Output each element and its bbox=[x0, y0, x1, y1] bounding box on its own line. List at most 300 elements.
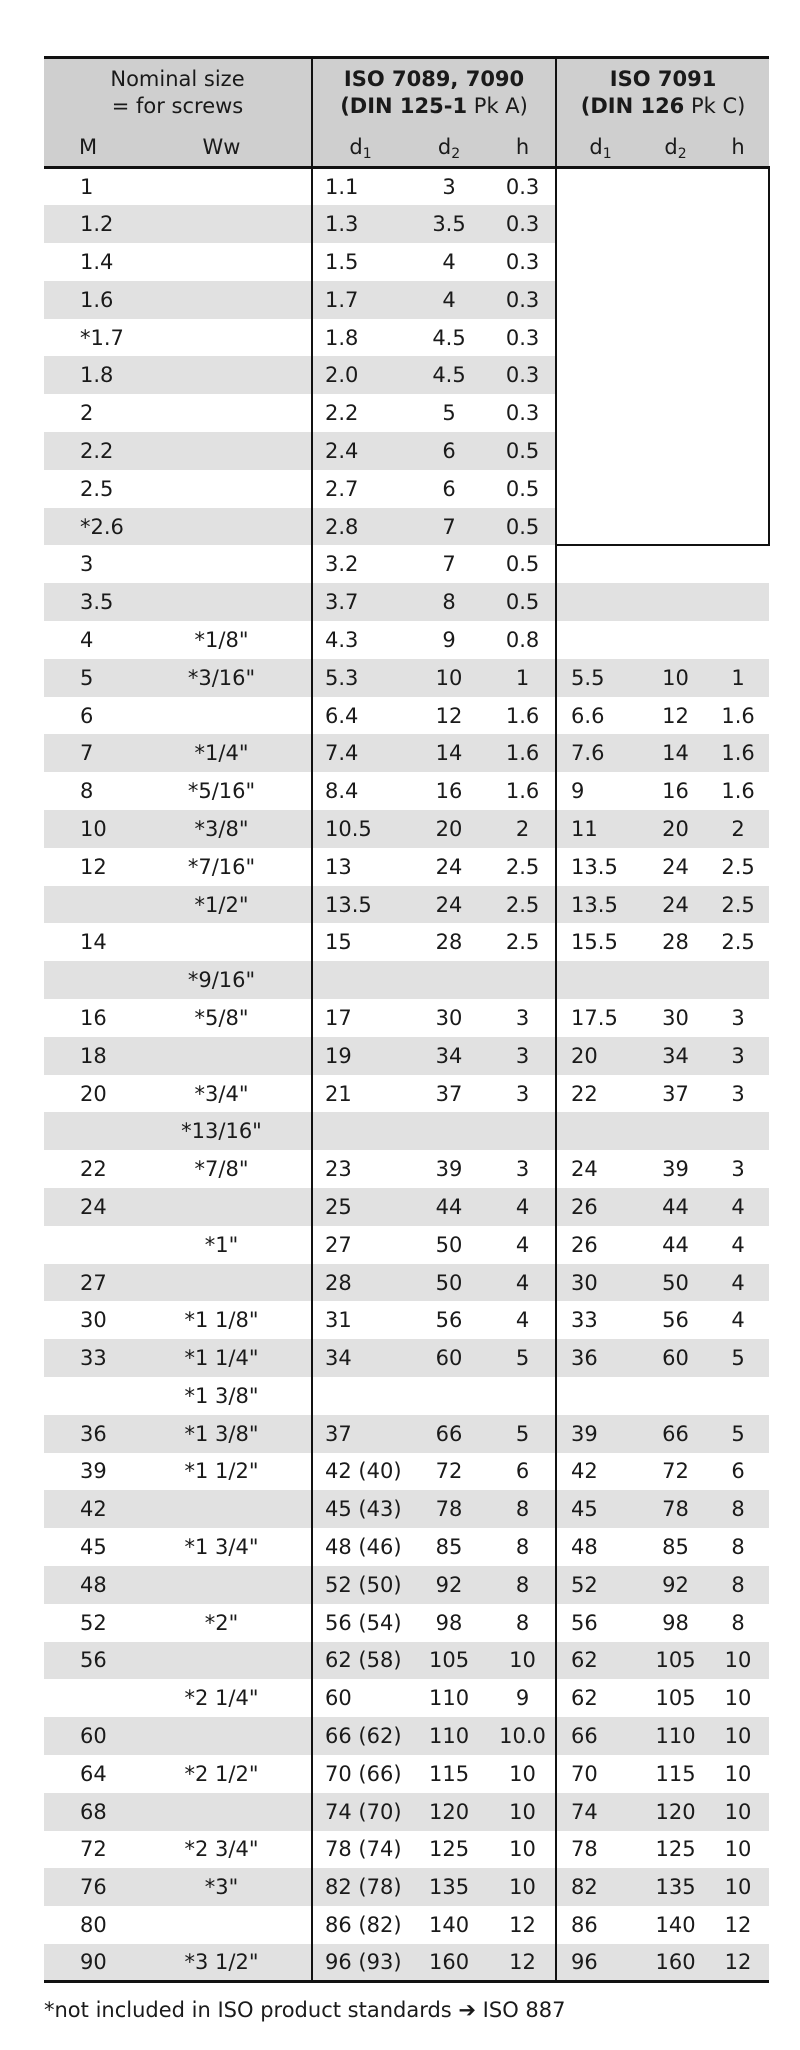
cell-a-d2: 37 bbox=[435, 1081, 463, 1106]
cell-c-d2 bbox=[644, 961, 707, 999]
cell-a-d1: 78 (74) bbox=[312, 1831, 408, 1869]
cell-c-d1 bbox=[556, 205, 644, 243]
cell-a-d2: 39 bbox=[435, 1157, 463, 1182]
cell-c-d1: 33 bbox=[556, 1301, 644, 1339]
cell-c-d2: 78 bbox=[644, 1490, 707, 1528]
cell-c-h: 1 bbox=[707, 659, 769, 697]
cell-m: *1.7 bbox=[80, 325, 124, 350]
cell-c-d2 bbox=[644, 1377, 707, 1415]
cell-a-d2: 16 bbox=[435, 779, 463, 804]
sub-label: 2 bbox=[451, 145, 461, 162]
cell-c-h bbox=[707, 508, 769, 546]
cell-m: 80 bbox=[80, 1913, 107, 1938]
cell-ww: *3/16" bbox=[132, 659, 312, 697]
cell-a-d1: 62 (58) bbox=[312, 1642, 408, 1680]
table-row bbox=[44, 697, 769, 735]
cell-a-h: 4 bbox=[490, 1188, 556, 1226]
cell-a-d2: 10 bbox=[408, 659, 490, 697]
cell-c-d1: 62 bbox=[556, 1642, 644, 1680]
cell-ww bbox=[132, 1906, 312, 1944]
cell-ww bbox=[132, 394, 312, 432]
cell-c-d2: 60 bbox=[644, 1339, 707, 1377]
cell-a-d1: 28 bbox=[312, 1264, 408, 1302]
col-a-h-header: h bbox=[490, 128, 556, 168]
cell-ww: *1 1/8" bbox=[184, 1308, 259, 1333]
cell-c-d1: 30 bbox=[556, 1264, 644, 1302]
cell-a-d2: 24 bbox=[435, 854, 463, 879]
cell-a-d1: 2.7 bbox=[312, 470, 408, 508]
cell-a-d2: 4 bbox=[442, 249, 456, 274]
cell-c-h: 12 bbox=[724, 1913, 752, 1938]
cell-c-h bbox=[707, 243, 769, 281]
cell-ww: *7/16" bbox=[187, 854, 256, 879]
table-row bbox=[44, 1415, 769, 1453]
cell-c-h bbox=[707, 583, 769, 621]
cell-a-d2: 4 bbox=[408, 281, 490, 319]
table-row bbox=[44, 923, 769, 961]
cell-a-d2: 72 bbox=[435, 1459, 463, 1484]
cell-c-d1: 9 bbox=[556, 772, 644, 810]
cell-ww bbox=[132, 923, 312, 961]
cell-a-d2: 56 bbox=[435, 1308, 463, 1333]
cell-c-d1: 86 bbox=[556, 1906, 644, 1944]
table-row bbox=[44, 1528, 769, 1566]
cell-c-d1 bbox=[556, 394, 644, 432]
cell-m: 24 bbox=[44, 1188, 132, 1226]
cell-c-d2: 10 bbox=[644, 659, 707, 697]
cell-c-d1: 6.6 bbox=[556, 697, 644, 735]
cell-a-d1: 45 (43) bbox=[312, 1490, 408, 1528]
cell-m: 1.8 bbox=[44, 356, 132, 394]
cell-m: 68 bbox=[44, 1793, 132, 1831]
cell-a-h: 0.5 bbox=[490, 583, 556, 621]
cell-c-d1: 26 bbox=[556, 1188, 644, 1226]
cell-c-d2 bbox=[644, 508, 707, 546]
cell-a-h bbox=[490, 961, 556, 999]
cell-a-d1: 1.3 bbox=[312, 205, 408, 243]
cell-c-h bbox=[707, 470, 769, 508]
iso7091-din: (DIN 126 bbox=[580, 94, 685, 119]
cell-ww: *1" bbox=[204, 1232, 239, 1257]
table-row bbox=[44, 1453, 769, 1491]
cell-m: 36 bbox=[44, 1415, 132, 1453]
cell-ww bbox=[132, 1037, 312, 1075]
cell-c-h: 5 bbox=[707, 1415, 769, 1453]
cell-c-d1: 52 bbox=[556, 1566, 644, 1604]
cell-a-d1: 2.0 bbox=[312, 356, 408, 394]
cell-c-h: 12 bbox=[707, 1944, 769, 1982]
cell-c-h: 4 bbox=[731, 1232, 745, 1257]
cell-a-d1: 27 bbox=[312, 1226, 408, 1264]
nominal-size-header bbox=[44, 58, 312, 128]
col-c-h-header: h bbox=[707, 128, 769, 168]
cell-c-d1 bbox=[556, 1112, 644, 1150]
col-a-d1-header bbox=[312, 128, 408, 168]
cell-c-d2 bbox=[644, 243, 707, 281]
cell-a-h: 0.5 bbox=[490, 432, 556, 470]
cell-a-d2: 24 bbox=[408, 886, 490, 924]
col-c-d2-header bbox=[644, 128, 707, 168]
cell-c-h bbox=[707, 319, 769, 357]
cell-a-h: 1.6 bbox=[490, 734, 556, 772]
cell-a-d2: 135 bbox=[408, 1868, 490, 1906]
iso7091-header bbox=[556, 58, 769, 128]
cell-a-d2 bbox=[408, 961, 490, 999]
cell-a-h: 3 bbox=[515, 1081, 530, 1106]
cell-a-h: 0.5 bbox=[490, 508, 556, 546]
cell-a-h: 0.5 bbox=[505, 552, 540, 577]
cell-c-h: 2.5 bbox=[721, 930, 755, 955]
footnote: *not included in ISO product standards ➔ ISO 887 bbox=[44, 1998, 566, 2022]
cell-a-d2: 125 bbox=[428, 1837, 470, 1862]
cell-c-h: 1.6 bbox=[721, 779, 755, 804]
cell-ww: *1/8" bbox=[194, 627, 249, 652]
table-row bbox=[44, 243, 769, 281]
cell-c-d1 bbox=[556, 470, 644, 508]
cell-a-h: 0.3 bbox=[490, 356, 556, 394]
cell-ww: *13/16" bbox=[132, 1112, 312, 1150]
cell-c-d2: 24 bbox=[662, 854, 689, 879]
cell-ww: *1/2" bbox=[132, 886, 312, 924]
cell-a-d1: 2.4 bbox=[312, 432, 408, 470]
cell-a-d2: 78 bbox=[408, 1490, 490, 1528]
cell-a-h: 0.5 bbox=[505, 476, 540, 501]
table-row bbox=[44, 772, 769, 810]
cell-c-d1 bbox=[556, 961, 644, 999]
cell-c-h: 4 bbox=[731, 1308, 745, 1333]
table-row bbox=[44, 621, 769, 659]
cell-c-h: 1.6 bbox=[707, 734, 769, 772]
cell-a-d1: 3.7 bbox=[312, 583, 408, 621]
cell-a-h: 1 bbox=[490, 659, 556, 697]
cell-c-d2 bbox=[644, 356, 707, 394]
cell-c-d1: 5.5 bbox=[556, 659, 644, 697]
cell-m: 4 bbox=[80, 627, 94, 652]
cell-m: 18 bbox=[44, 1037, 132, 1075]
cell-m bbox=[44, 886, 132, 924]
cell-a-h: 2 bbox=[490, 810, 556, 848]
cell-c-d1 bbox=[556, 621, 644, 659]
cell-ww bbox=[132, 1717, 312, 1755]
cell-c-d1: 24 bbox=[556, 1150, 644, 1188]
cell-m: 2.5 bbox=[80, 476, 114, 501]
cell-a-h: 12 bbox=[490, 1944, 556, 1982]
sub-label: 1 bbox=[602, 145, 612, 162]
cell-c-d2 bbox=[644, 432, 707, 470]
cell-a-h: 5 bbox=[490, 1339, 556, 1377]
cell-m: 39 bbox=[80, 1459, 107, 1484]
cell-a-d1: 25 bbox=[312, 1188, 408, 1226]
cell-a-d1: 48 (46) bbox=[312, 1528, 408, 1566]
cell-c-d2: 110 bbox=[644, 1717, 707, 1755]
col-ww-header: Ww bbox=[132, 128, 312, 168]
cell-c-d1: 13.5 bbox=[556, 886, 644, 924]
cell-a-d1: 1.1 bbox=[312, 168, 408, 206]
cell-m bbox=[44, 1679, 132, 1717]
cell-c-d1 bbox=[556, 356, 644, 394]
cell-c-d2: 120 bbox=[644, 1793, 707, 1831]
cell-a-d2 bbox=[408, 1112, 490, 1150]
cell-c-h: 10 bbox=[724, 1837, 752, 1862]
iso7089-header bbox=[312, 58, 556, 128]
cell-c-h: 6 bbox=[731, 1459, 745, 1484]
cell-a-d2: 28 bbox=[435, 930, 463, 955]
cell-m: 5 bbox=[44, 659, 132, 697]
cell-c-d1 bbox=[556, 168, 644, 206]
table-row bbox=[44, 432, 769, 470]
cell-a-h: 8 bbox=[490, 1490, 556, 1528]
cell-a-h: 6 bbox=[515, 1459, 530, 1484]
table-row bbox=[44, 168, 769, 206]
cell-ww bbox=[132, 583, 312, 621]
col-a-d2-header bbox=[408, 128, 490, 168]
cell-a-d1: 2.8 bbox=[312, 508, 408, 546]
table-row bbox=[44, 394, 769, 432]
cell-c-d1: 48 bbox=[556, 1528, 644, 1566]
cell-ww: *3/4" bbox=[194, 1081, 249, 1106]
cell-c-d2: 30 bbox=[662, 1005, 689, 1030]
cell-a-d2: 115 bbox=[428, 1761, 470, 1786]
iso7091-title: ISO 7091 bbox=[609, 67, 717, 92]
cell-a-d1: 19 bbox=[312, 1037, 408, 1075]
table-row bbox=[44, 848, 769, 886]
table-row bbox=[44, 1755, 769, 1793]
cell-a-h: 3 bbox=[515, 1005, 530, 1030]
cell-a-h: 0.3 bbox=[505, 175, 540, 200]
cell-c-d1 bbox=[556, 319, 644, 357]
cell-ww bbox=[132, 168, 312, 206]
cell-c-d1: 17.5 bbox=[556, 999, 644, 1037]
table-row bbox=[44, 1906, 769, 1944]
table-row bbox=[44, 545, 769, 583]
cell-a-d1: 52 (50) bbox=[312, 1566, 408, 1604]
cell-a-h: 12 bbox=[509, 1913, 536, 1938]
cell-c-d2 bbox=[644, 583, 707, 621]
cell-a-h: 10.0 bbox=[490, 1717, 556, 1755]
table-row bbox=[44, 356, 769, 394]
cell-a-h: 8 bbox=[515, 1610, 530, 1635]
cell-m bbox=[44, 961, 132, 999]
cell-a-d1: 56 (54) bbox=[312, 1604, 408, 1642]
cell-a-d1: 8.4 bbox=[312, 772, 408, 810]
cell-a-d1: 17 bbox=[312, 999, 408, 1037]
cell-a-h: 9 bbox=[515, 1686, 530, 1711]
cell-a-h: 2.5 bbox=[505, 854, 540, 879]
cell-a-d2: 110 bbox=[408, 1717, 490, 1755]
sub-label: 1 bbox=[362, 145, 372, 162]
cell-a-d2: 160 bbox=[408, 1944, 490, 1982]
cell-m: *2.6 bbox=[44, 508, 132, 546]
cell-ww bbox=[132, 1264, 312, 1302]
cell-ww: *2 3/4" bbox=[184, 1837, 259, 1862]
table-row bbox=[44, 1679, 769, 1717]
cell-c-d1: 45 bbox=[556, 1490, 644, 1528]
cell-m: 90 bbox=[44, 1944, 132, 1982]
cell-c-h bbox=[707, 545, 769, 583]
cell-c-h bbox=[707, 205, 769, 243]
cell-ww: *3/8" bbox=[132, 810, 312, 848]
cell-m: 30 bbox=[80, 1308, 107, 1333]
cell-a-h bbox=[490, 1112, 556, 1150]
cell-a-h: 0.3 bbox=[490, 281, 556, 319]
col-m-header: M bbox=[44, 128, 132, 168]
table-row bbox=[44, 1339, 769, 1377]
cell-ww bbox=[132, 356, 312, 394]
col-c-d1-header bbox=[556, 128, 644, 168]
cell-m: 45 bbox=[80, 1535, 107, 1560]
cell-c-h: 8 bbox=[731, 1535, 745, 1560]
cell-c-d2: 125 bbox=[655, 1837, 696, 1862]
table-row bbox=[44, 1075, 769, 1113]
table-row bbox=[44, 1037, 769, 1075]
d-label: d bbox=[437, 134, 452, 159]
cell-a-d2: 9 bbox=[442, 627, 456, 652]
cell-a-d2: 60 bbox=[408, 1339, 490, 1377]
table-row bbox=[44, 1490, 769, 1528]
cell-m: 60 bbox=[44, 1717, 132, 1755]
cell-c-h: 2.5 bbox=[707, 886, 769, 924]
cell-c-d2 bbox=[644, 470, 707, 508]
cell-c-h: 4 bbox=[707, 1264, 769, 1302]
cell-a-d2: 4.5 bbox=[408, 356, 490, 394]
cell-c-h bbox=[707, 356, 769, 394]
cell-c-d2: 44 bbox=[644, 1188, 707, 1226]
cell-a-d1: 10.5 bbox=[312, 810, 408, 848]
cell-m: 56 bbox=[44, 1642, 132, 1680]
cell-c-d2: 105 bbox=[644, 1642, 707, 1680]
cell-a-h: 0.3 bbox=[490, 205, 556, 243]
cell-m: 3.5 bbox=[44, 583, 132, 621]
cell-a-d1 bbox=[312, 961, 408, 999]
cell-ww bbox=[132, 319, 312, 357]
cell-ww bbox=[132, 508, 312, 546]
cell-c-d2: 140 bbox=[655, 1913, 696, 1938]
cell-a-h: 8 bbox=[490, 1566, 556, 1604]
cell-c-d1: 20 bbox=[556, 1037, 644, 1075]
cell-ww bbox=[132, 697, 312, 735]
table-row bbox=[44, 205, 769, 243]
cell-m bbox=[44, 1226, 132, 1264]
cell-m bbox=[44, 1112, 132, 1150]
cell-c-h bbox=[707, 394, 769, 432]
cell-ww bbox=[132, 432, 312, 470]
washer-dimension-table bbox=[44, 56, 769, 1983]
cell-a-d1: 74 (70) bbox=[312, 1793, 408, 1831]
cell-ww: *7/8" bbox=[194, 1157, 249, 1182]
cell-c-h: 1.6 bbox=[721, 703, 755, 728]
cell-a-d1: 1.7 bbox=[312, 281, 408, 319]
cell-a-d2: 12 bbox=[435, 703, 463, 728]
cell-a-h: 0.8 bbox=[505, 627, 540, 652]
cell-ww bbox=[132, 281, 312, 319]
cell-c-h: 10 bbox=[724, 1686, 752, 1711]
cell-c-h: 10 bbox=[707, 1793, 769, 1831]
cell-c-d2 bbox=[644, 1112, 707, 1150]
table-row bbox=[44, 1566, 769, 1604]
table-row bbox=[44, 508, 769, 546]
table-row bbox=[44, 1642, 769, 1680]
cell-ww bbox=[132, 1642, 312, 1680]
d-label: d bbox=[589, 134, 603, 159]
dimension-table bbox=[44, 56, 770, 1983]
table-row bbox=[44, 319, 769, 357]
table-row bbox=[44, 1301, 769, 1339]
cell-a-d2: 140 bbox=[428, 1913, 470, 1938]
cell-c-h: 10 bbox=[707, 1868, 769, 1906]
cell-a-d1: 66 (62) bbox=[312, 1717, 408, 1755]
cell-a-d2: 50 bbox=[435, 1232, 463, 1257]
cell-a-d2: 4.5 bbox=[432, 325, 466, 350]
cell-c-d2: 92 bbox=[644, 1566, 707, 1604]
cell-a-d1: 23 bbox=[312, 1150, 408, 1188]
table-row bbox=[44, 583, 769, 621]
cell-c-h: 2.5 bbox=[721, 854, 755, 879]
cell-m: 52 bbox=[80, 1610, 107, 1635]
cell-c-h: 10 bbox=[707, 1642, 769, 1680]
cell-m: 22 bbox=[80, 1157, 107, 1182]
cell-c-h: 10 bbox=[724, 1761, 752, 1786]
cell-m: 1.4 bbox=[80, 249, 114, 274]
cell-ww bbox=[132, 243, 312, 281]
cell-m: 20 bbox=[80, 1081, 107, 1106]
cell-a-h: 10 bbox=[490, 1793, 556, 1831]
table-row bbox=[44, 1793, 769, 1831]
cell-a-d1: 2.2 bbox=[312, 394, 408, 432]
cell-c-d2: 39 bbox=[662, 1157, 689, 1182]
cell-m: 16 bbox=[80, 1005, 107, 1030]
cell-a-d1: 96 (93) bbox=[312, 1944, 408, 1982]
cell-a-h: 3 bbox=[515, 1157, 530, 1182]
table-row bbox=[44, 281, 769, 319]
cell-c-d2: 135 bbox=[644, 1868, 707, 1906]
cell-ww: *1 3/8" bbox=[184, 1383, 259, 1408]
cell-c-d2: 44 bbox=[662, 1232, 689, 1257]
cell-a-d2: 85 bbox=[435, 1535, 463, 1560]
table-row bbox=[44, 1944, 769, 1982]
cell-m: 10 bbox=[44, 810, 132, 848]
cell-c-d2: 14 bbox=[644, 734, 707, 772]
cell-c-d2: 160 bbox=[644, 1944, 707, 1982]
cell-m: 2 bbox=[80, 401, 94, 426]
cell-a-h: 10 bbox=[490, 1642, 556, 1680]
cell-c-d2: 105 bbox=[655, 1686, 696, 1711]
cell-c-d2: 28 bbox=[662, 930, 689, 955]
cell-a-d1: 6.4 bbox=[312, 697, 408, 735]
cell-c-h: 3 bbox=[731, 1157, 745, 1182]
cell-a-d2: 66 bbox=[408, 1415, 490, 1453]
cell-a-d1: 13 bbox=[312, 848, 408, 886]
cell-m: 27 bbox=[44, 1264, 132, 1302]
cell-m: 14 bbox=[80, 930, 107, 955]
cell-a-d1: 15 bbox=[312, 923, 408, 961]
cell-c-h: 8 bbox=[707, 1490, 769, 1528]
table-row bbox=[44, 999, 769, 1037]
cell-c-h: 8 bbox=[731, 1610, 745, 1635]
header-group-row bbox=[44, 58, 769, 128]
table-row bbox=[44, 1150, 769, 1188]
cell-m: 1.2 bbox=[44, 205, 132, 243]
cell-c-h bbox=[707, 432, 769, 470]
cell-a-d1: 13.5 bbox=[312, 886, 408, 924]
cell-c-d1 bbox=[556, 281, 644, 319]
cell-c-d1: 39 bbox=[556, 1415, 644, 1453]
cell-c-d1: 26 bbox=[556, 1226, 644, 1264]
cell-c-d2: 37 bbox=[662, 1081, 689, 1106]
cell-c-d2: 72 bbox=[662, 1459, 689, 1484]
cell-ww bbox=[132, 1490, 312, 1528]
cell-a-h: 5 bbox=[490, 1415, 556, 1453]
cell-c-d1: 7.6 bbox=[556, 734, 644, 772]
